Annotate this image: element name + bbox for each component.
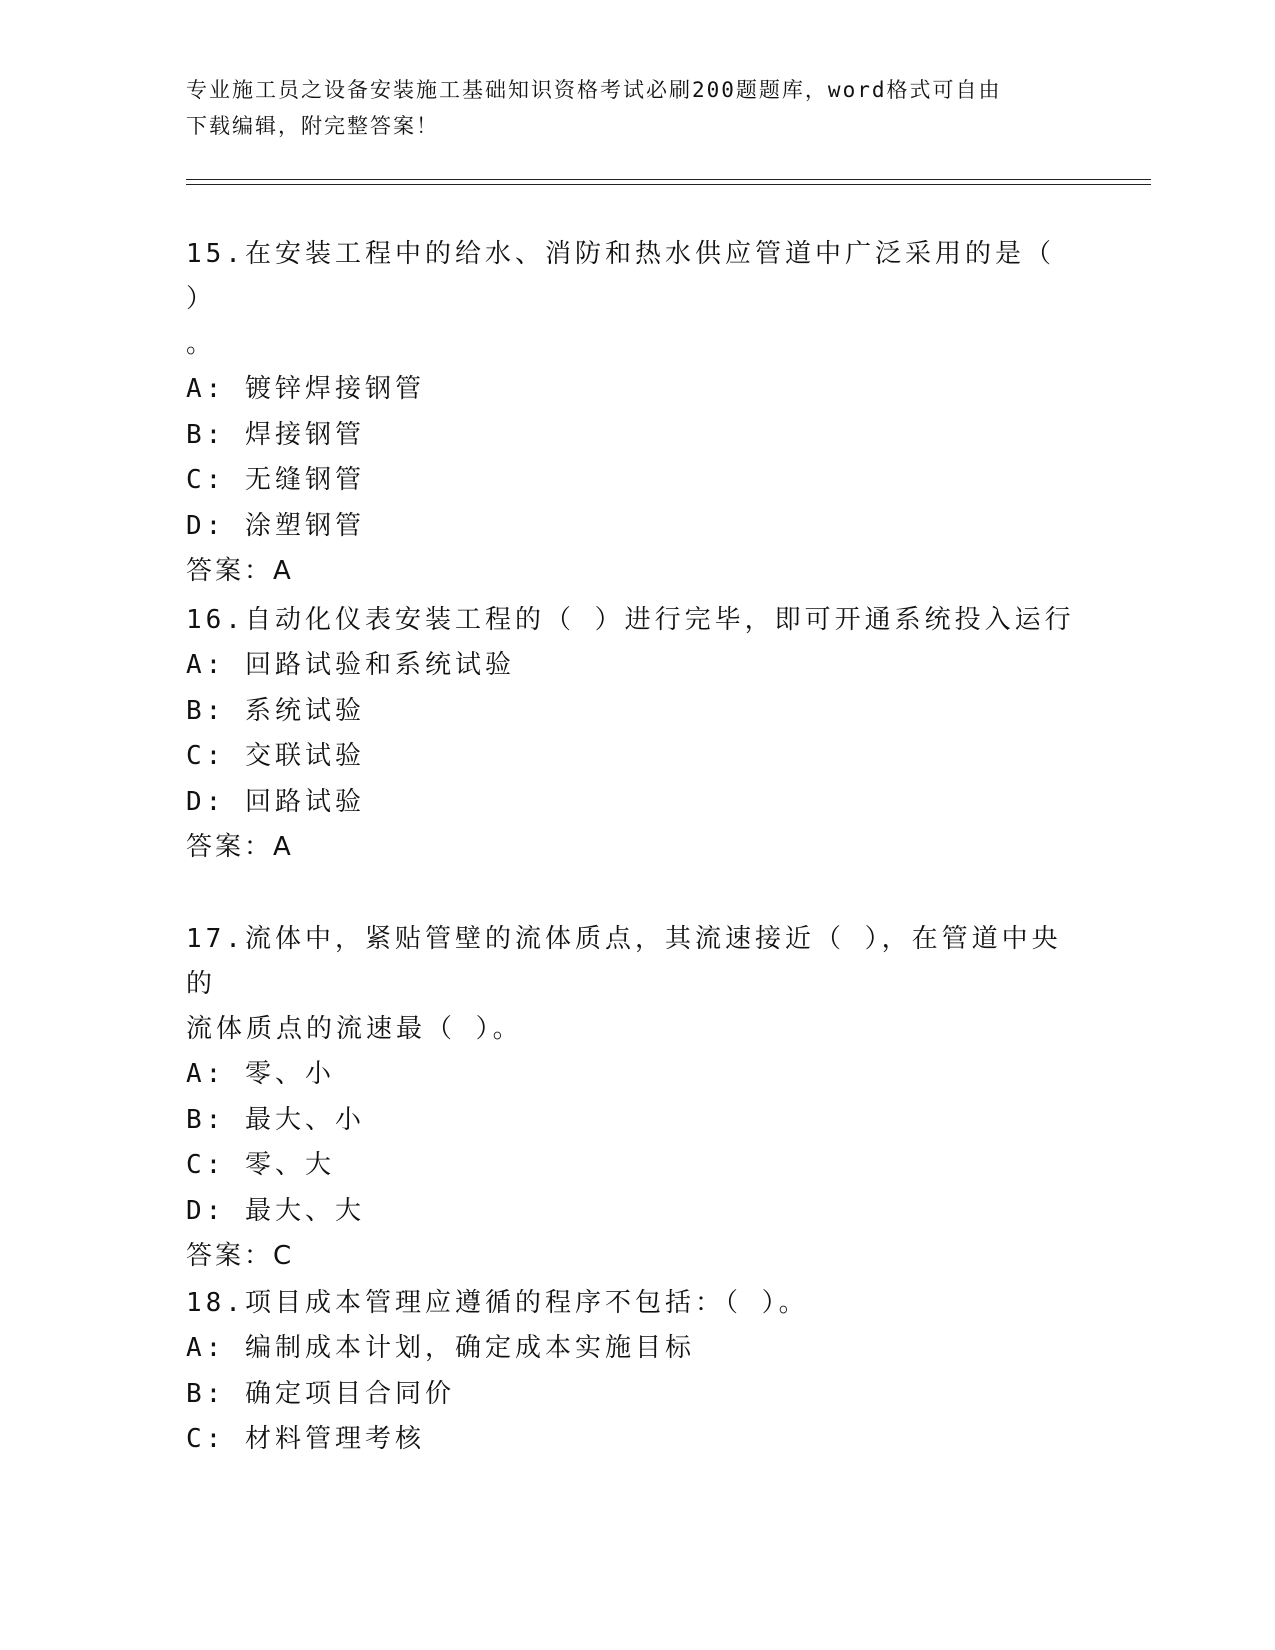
option-key: B:	[186, 1104, 245, 1135]
option-key: A:	[186, 650, 245, 680]
question-stem: 15.在安装工程中的给水、消防和热水供应管道中广泛采用的是（ ）	[186, 239, 1055, 314]
option-text: 焊接钢管	[244, 419, 365, 450]
option-key: C:	[186, 1150, 245, 1180]
option-b	[186, 1098, 1086, 1144]
question-stem-continued: 流体质点的流速最（ ）。	[186, 1014, 523, 1044]
option-a	[186, 1326, 1086, 1372]
option-c	[186, 734, 1086, 780]
option-b	[186, 689, 1086, 735]
option-key: C:	[186, 465, 245, 495]
option-key: D:	[186, 510, 245, 541]
option-text: 零、小	[244, 1059, 335, 1089]
option-text: 镀锌焊接钢管	[244, 374, 425, 404]
option-text: 编制成本计划，确定成本实施目标	[244, 1333, 695, 1363]
question-stem-continued: 。	[186, 329, 217, 359]
option-text: 最大、大	[244, 1195, 365, 1226]
question-18	[186, 1281, 1086, 1463]
option-a	[186, 643, 1086, 689]
question-stem: 18.项目成本管理应遵循的程序不包括：（ ）。	[186, 1288, 809, 1318]
question-17	[186, 917, 1086, 1280]
answer-line: 答案：A	[186, 556, 294, 586]
option-d	[186, 780, 1086, 826]
option-b	[186, 413, 1086, 459]
answer-line: 答案：A	[186, 832, 294, 862]
option-text: 交联试验	[244, 741, 365, 771]
header-line-2: 下载编辑，附完整答案！	[186, 114, 439, 138]
option-text: 系统试验	[244, 695, 365, 726]
header-line-1: 专业施工员之设备安装施工基础知识资格考试必刷200题题库，word格式可自由	[186, 78, 1002, 102]
option-text: 回路试验	[244, 786, 365, 817]
option-key: D:	[186, 1195, 245, 1226]
document-header	[186, 72, 1086, 144]
option-key: A:	[186, 1333, 245, 1363]
option-text: 最大、小	[244, 1104, 365, 1135]
option-a	[186, 367, 1086, 413]
option-b	[186, 1372, 1086, 1418]
option-c	[186, 458, 1086, 504]
option-text: 无缝钢管	[244, 465, 365, 495]
option-key: A:	[186, 1059, 245, 1089]
option-c	[186, 1417, 1086, 1463]
option-c	[186, 1143, 1086, 1189]
option-text: 材料管理考核	[244, 1424, 425, 1454]
header-divider-bottom	[186, 184, 1151, 185]
question-stem: 17.流体中，紧贴管壁的流体质点，其流速接近（ ），在管道中央的	[186, 924, 1062, 999]
header-divider-top	[186, 179, 1151, 180]
option-key: C:	[186, 1424, 245, 1454]
option-key: B:	[186, 1378, 245, 1409]
option-key: B:	[186, 695, 245, 726]
option-key: C:	[186, 741, 245, 771]
option-text: 回路试验和系统试验	[244, 650, 515, 680]
option-text: 确定项目合同价	[244, 1378, 455, 1409]
question-15	[186, 232, 1086, 595]
option-key: D:	[186, 786, 245, 817]
option-text: 零、大	[244, 1150, 335, 1180]
option-a	[186, 1052, 1086, 1098]
option-text: 涂塑钢管	[244, 510, 365, 541]
option-d	[186, 504, 1086, 550]
option-key: B:	[186, 419, 245, 450]
question-16	[186, 598, 1086, 871]
question-stem: 16.自动化仪表安装工程的（ ）进行完毕，即可开通系统投入运行	[186, 605, 1075, 635]
answer-line: 答案：C	[186, 1241, 295, 1271]
option-d	[186, 1189, 1086, 1235]
option-key: A:	[186, 374, 245, 404]
